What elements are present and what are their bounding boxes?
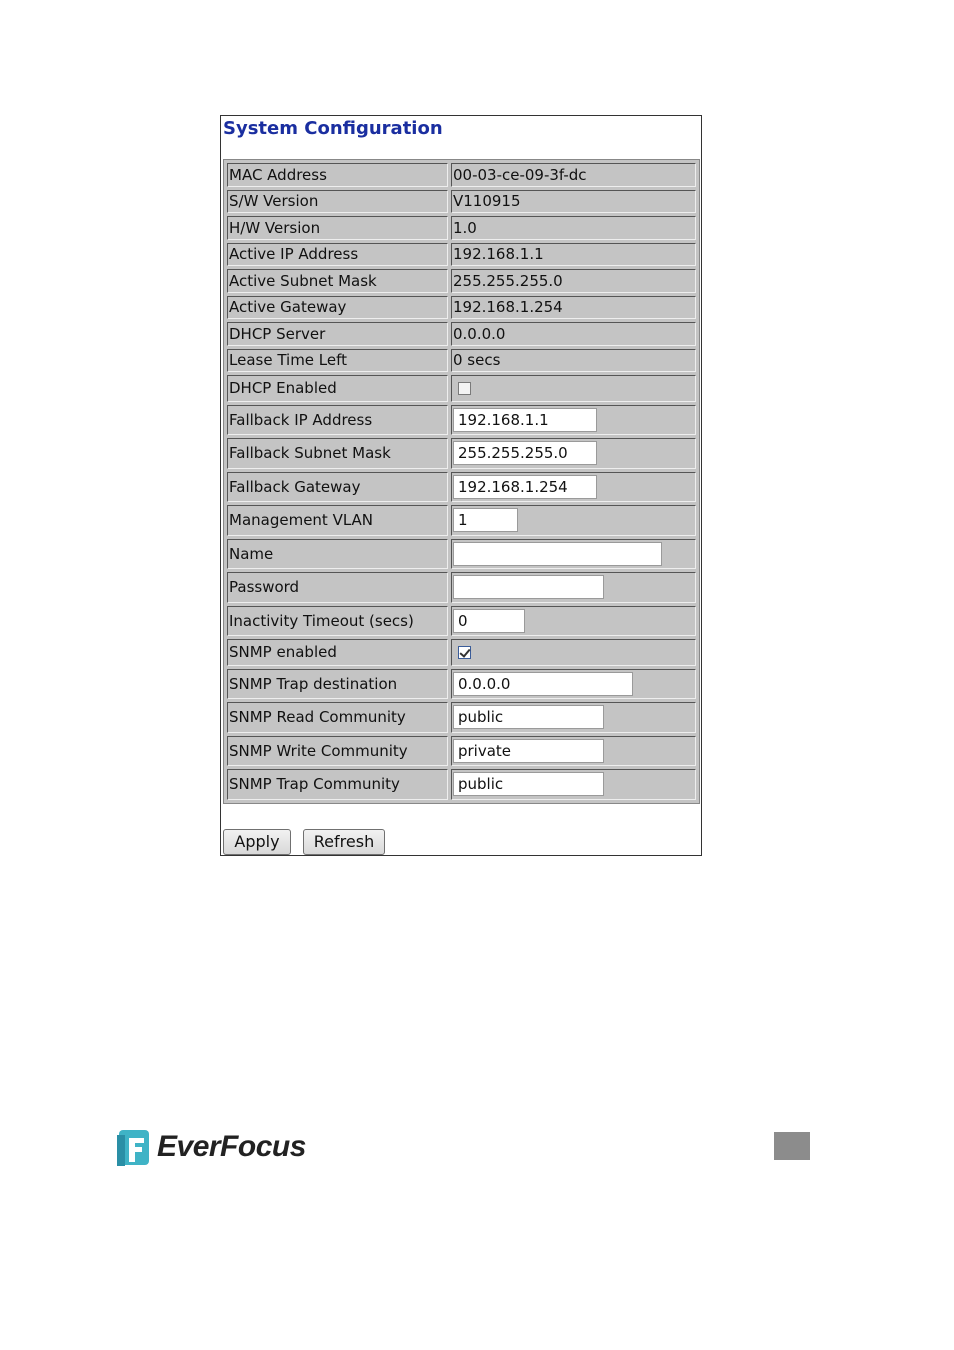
row-value: 00-03-ce-09-3f-dc	[451, 163, 696, 187]
table-row-fallback-gateway	[227, 472, 696, 503]
dhcp-enabled-checkbox[interactable]	[458, 382, 471, 395]
row-label: Inactivity Timeout (secs)	[227, 606, 448, 637]
row-label: S/W Version	[227, 190, 448, 214]
management-vlan-input[interactable]	[453, 508, 518, 532]
row-label: SNMP Write Community	[227, 736, 448, 767]
everfocus-logo-icon	[117, 1129, 152, 1166]
table-row-inactivity-timeout	[227, 606, 696, 637]
snmp-trap-destination-input[interactable]	[453, 672, 633, 696]
row-value: 1.0	[451, 216, 696, 240]
row-label: MAC Address	[227, 163, 448, 187]
row-label: Active IP Address	[227, 243, 448, 267]
table-row-fallback-ip	[227, 405, 696, 436]
row-label: Lease Time Left	[227, 349, 448, 373]
brand-name: EverFocus	[157, 1130, 306, 1163]
snmp-enabled-checkbox[interactable]	[458, 646, 471, 659]
snmp-trap-community-input[interactable]	[453, 772, 604, 796]
row-label: Management VLAN	[227, 505, 448, 536]
table-row-mac	[227, 163, 696, 187]
snmp-read-community-input[interactable]	[453, 705, 604, 729]
row-label: SNMP Trap destination	[227, 669, 448, 700]
row-value: 255.255.255.0	[451, 269, 696, 293]
table-row-snmp-trap-community	[227, 769, 696, 800]
row-value: 192.168.1.254	[451, 296, 696, 320]
table-row-lease-time	[227, 349, 696, 373]
password-input[interactable]	[453, 575, 604, 599]
table-row-password	[227, 572, 696, 603]
table-row-hw-version	[227, 216, 696, 240]
name-input[interactable]	[453, 542, 662, 566]
row-label: Fallback Gateway	[227, 472, 448, 503]
table-row-active-ip	[227, 243, 696, 267]
row-label: SNMP Trap Community	[227, 769, 448, 800]
table-row-sw-version	[227, 190, 696, 214]
table-row-dhcp-enabled	[227, 375, 696, 402]
table-row-active-subnet	[227, 269, 696, 293]
table-row-active-gateway	[227, 296, 696, 320]
config-table	[223, 159, 700, 804]
table-row-mgmt-vlan	[227, 505, 696, 536]
row-label: Password	[227, 572, 448, 603]
table-row-name	[227, 539, 696, 570]
apply-button[interactable]: Apply	[223, 829, 291, 855]
row-label: DHCP Enabled	[227, 375, 448, 402]
row-value: V110915	[451, 190, 696, 214]
system-configuration-panel	[220, 115, 702, 856]
row-label: H/W Version	[227, 216, 448, 240]
table-row-snmp-read-community	[227, 702, 696, 733]
table-row-snmp-write-community	[227, 736, 696, 767]
row-label: SNMP enabled	[227, 639, 448, 666]
snmp-write-community-input[interactable]	[453, 739, 604, 763]
page-number-box	[774, 1132, 810, 1160]
row-label: Fallback IP Address	[227, 405, 448, 436]
table-row-fallback-subnet	[227, 438, 696, 469]
row-value: 0 secs	[451, 349, 696, 373]
table-row-snmp-trap-destination	[227, 669, 696, 700]
row-value: 192.168.1.1	[451, 243, 696, 267]
refresh-button[interactable]: Refresh	[303, 829, 385, 855]
row-label: Active Gateway	[227, 296, 448, 320]
row-label: DHCP Server	[227, 322, 448, 346]
table-row-dhcp-server	[227, 322, 696, 346]
everfocus-logo	[117, 1128, 306, 1166]
fallback-ip-input[interactable]	[453, 408, 597, 432]
row-label: Fallback Subnet Mask	[227, 438, 448, 469]
fallback-gateway-input[interactable]	[453, 475, 597, 499]
row-label: SNMP Read Community	[227, 702, 448, 733]
inactivity-timeout-input[interactable]	[453, 609, 525, 633]
table-row-snmp-enabled	[227, 639, 696, 666]
page-title: System Configuration	[223, 118, 443, 139]
row-value: 0.0.0.0	[451, 322, 696, 346]
row-label: Active Subnet Mask	[227, 269, 448, 293]
fallback-subnet-mask-input[interactable]	[453, 441, 597, 465]
row-label: Name	[227, 539, 448, 570]
